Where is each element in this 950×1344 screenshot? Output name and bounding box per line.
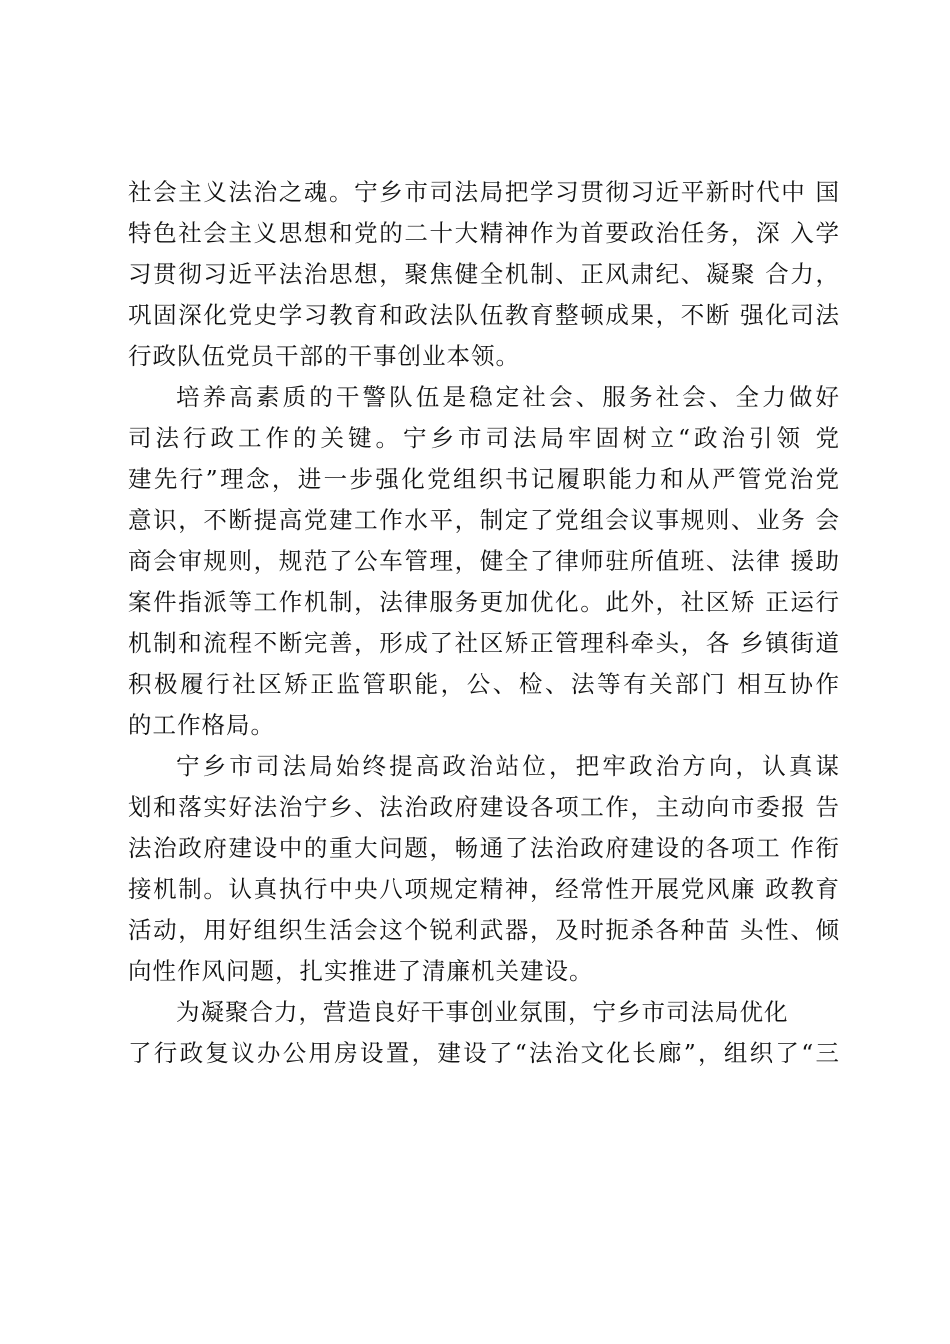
text-line: 划和落实好法治宁乡、法治政府建设各项工作，主动向市委报 告 xyxy=(128,793,840,821)
text-line: 建先行”理念，进一步强化党组织书记履职能力和从严管党治党 xyxy=(128,465,840,493)
text-line: 向性作风问题，扎实推进了清廉机关建设。 xyxy=(128,957,594,985)
text-line: 的工作格局。 xyxy=(128,711,275,739)
text-line: 机制和流程不断完善，形成了社区矫正管理科牵头，各 乡镇街道 xyxy=(128,629,840,657)
text-line: 接机制。认真执行中央八项规定精神，经常性开展党风廉 政教育 xyxy=(128,875,840,903)
text-line: 法治政府建设中的重大问题，畅通了法治政府建设的各项工 作衔 xyxy=(128,834,840,862)
text-line: 为凝聚合力，营造良好干事创业氛围，宁乡市司法局优化 xyxy=(176,998,789,1026)
text-line: 培养高素质的干警队伍是稳定社会、服务社会、全力做好 xyxy=(176,383,840,411)
text-line: 行政队伍党员干部的干事创业本领。 xyxy=(128,342,520,370)
body-text xyxy=(128,172,840,1074)
text-line: 活动，用好组织生活会这个锐利武器，及时扼杀各种苗 头性、倾 xyxy=(128,916,840,944)
text-line: 巩固深化党史学习教育和政法队伍教育整顿成果，不断 强化司法 xyxy=(128,301,840,329)
text-line: 司法行政工作的关键。宁乡市司法局牢固树立“政治引领 党 xyxy=(128,424,840,452)
text-line: 了行政复议办公用房设置，建设了“法治文化长廊”，组织了“三 xyxy=(128,1039,840,1067)
text-line: 积极履行社区矫正监管职能，公、检、法等有关部门 相互协作 xyxy=(128,670,840,698)
text-line: 意识，不断提高党建工作水平，制定了党组会议事规则、业务 会 xyxy=(128,506,840,534)
text-line: 特色社会主义思想和党的二十大精神作为首要政治任务，深 入学 xyxy=(128,219,840,247)
text-line: 商会审规则，规范了公车管理，健全了律师驻所值班、法律 援助 xyxy=(128,547,840,575)
text-line: 案件指派等工作机制，法律服务更加优化。此外，社区矫 正运行 xyxy=(128,588,840,616)
text-line: 社会主义法治之魂。宁乡市司法局把学习贯彻习近平新时代中 国 xyxy=(128,178,840,206)
text-line: 习贯彻习近平法治思想，聚焦健全机制、正风肃纪、凝聚 合力， xyxy=(128,260,840,288)
text-line: 宁乡市司法局始终提高政治站位，把牢政治方向，认真谋 xyxy=(176,752,840,780)
